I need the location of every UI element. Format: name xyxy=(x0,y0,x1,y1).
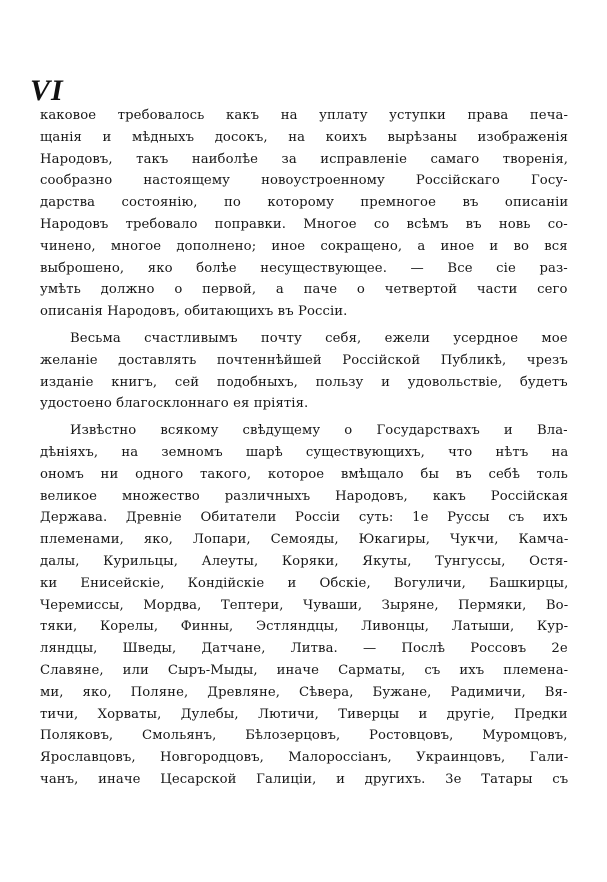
text-line: ки Енисейскіе, Кондійскіе и Обскіе, Вогуличи, Башкирцы, xyxy=(40,576,569,591)
text-line: далы, Курильцы, Алеуты, Коряки, Якуты, Тунгуссы, Остя- xyxy=(40,554,568,569)
text-line: желаніе доставлять почтеннѣйшей Россійской Публикѣ, чрезъ xyxy=(40,353,568,368)
text-line: удостоено благосклоннаго ея пріятія. xyxy=(40,396,309,411)
text-line: племенами, яко, Лопари, Семояды, Юкагиры, Чукчи, Камча- xyxy=(40,532,569,547)
text-line: Извѣстно всякому свѣдущему о Государствахъ и Вла- xyxy=(70,423,568,438)
text-line: тичи, Хорваты, Дулебы, Лютичи, Тиверцы и другіе, Предки xyxy=(40,707,568,722)
text-line: Держава. Древніе Обитатели Россіи суть: 1е Руссы съ ихъ xyxy=(40,510,568,525)
text-line: ми, яко, Поляне, Древляне, Сѣвера, Бужане, Радимичи, Вя- xyxy=(40,685,568,700)
text-line: Весьма счастливымъ почту себя, ежели усердное мое xyxy=(70,331,568,346)
text-line: выброшено, яко болѣе несуществующее. — Все сіе раз- xyxy=(40,261,568,276)
text-line: Славяне, или Сыръ-Мыды, иначе Сарматы, съ ихъ племена- xyxy=(40,663,569,678)
page-number: VI xyxy=(30,74,64,107)
text-line: Народовъ требовало поправки. Многое со всѣмъ въ новь со- xyxy=(40,217,568,232)
text-line: Ярославцовъ, Новгородцовъ, Малороссіанъ, Украинцовъ, Гали- xyxy=(40,750,569,765)
text-line: сообразно настоящему новоустроенному Россійскаго Госу- xyxy=(40,173,568,188)
text-line: изданіе книгъ, сей подобныхъ, пользу и удовольствіе, будетъ xyxy=(40,375,568,390)
text-line: Черемиссы, Мордва, Тептери, Чуваши, Зыряне, Пермяки, Во- xyxy=(40,598,569,613)
text-line: дѣніяхъ, на земномъ шарѣ существующихъ, что нѣтъ на xyxy=(40,445,569,460)
text-line: щанія и мѣдныхъ досокъ, на коихъ вырѣзаны изображенія xyxy=(40,130,569,145)
text-line: ономъ ни одного такого, которое вмѣщало бы въ себѣ толь xyxy=(40,467,568,482)
text-line: дарства состоянію, по которому премногое въ описаніи xyxy=(40,195,569,210)
text-line: тяки, Корелы, Финны, Эстляндцы, Ливонцы, Латыши, Кур- xyxy=(40,619,569,634)
text-line: Поляковъ, Смольянъ, Бѣлозерцовъ, Ростовцовъ, Муромцовъ, xyxy=(40,728,568,743)
text-line: умѣть должно о первой, а паче о четвертой части сего xyxy=(40,282,568,297)
text-line: чинено, многое дополнено; иное сокращено, а иное и во вся xyxy=(40,239,568,254)
text-line: чанъ, иначе Цесарской Галиціи, и другихъ. 3е Татары съ xyxy=(40,772,569,787)
text-line: каковое требовалось какъ на уплату уступки права печа- xyxy=(40,108,569,123)
text-line: ляндцы, Шведы, Датчане, Литва. — Послѣ Россовъ 2е xyxy=(40,641,568,656)
text-line: Народовъ, такъ наиболѣе за исправленіе самаго творенія, xyxy=(40,152,569,167)
text-line: великое множество различныхъ Народовъ, какъ Россійская xyxy=(40,489,569,504)
text-line: описанія Народовъ, обитающихъ въ Россіи. xyxy=(40,304,348,319)
